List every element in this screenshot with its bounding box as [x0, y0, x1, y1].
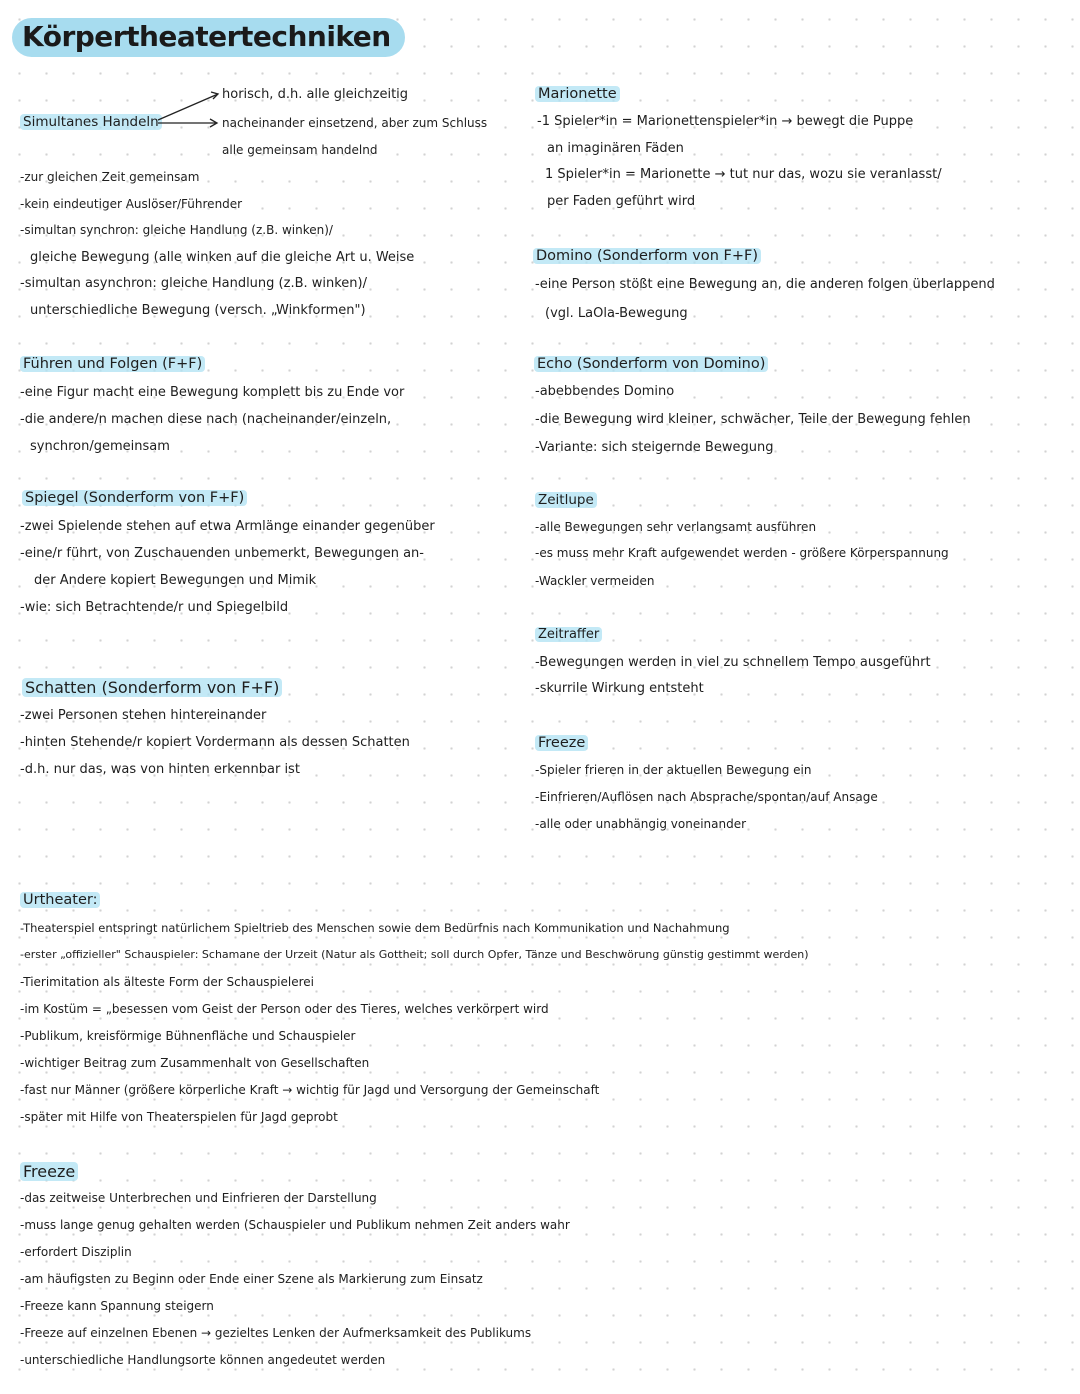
branch-bottom: nacheinander einsetzend, aber zum Schluss: [222, 116, 488, 130]
urtheater-line: -Theaterspiel entspringt natürlichem Spieltrieb des Menschen sowie dem Bedürfnis nach Kommunikation und Nachahmung: [20, 921, 730, 935]
zeitlupe-line: -Wackler vermeiden: [535, 574, 655, 588]
zeitraffer-heading: Zeitraffer: [535, 627, 602, 642]
domino-line: -eine Person stößt eine Bewegung an, die anderen folgen überlappend: [535, 277, 995, 292]
echo-heading: Echo (Sonderform von Domino): [534, 356, 768, 372]
spiegel-line: -eine/r führt, von Zuschauenden unbemerkt, Bewegungen an-: [20, 546, 424, 561]
urtheater-line: -im Kostüm = „besessen vom Geist der Person oder des Tieres, welches verkörpert wird: [20, 1002, 549, 1016]
freeze-right-line: -alle oder unabhängig voneinander: [535, 817, 747, 831]
freeze-right-line: -Einfrieren/Auflösen nach Absprache/spontan/auf Ansage: [535, 790, 878, 804]
urtheater-line: -fast nur Männer (größere körperliche Kraft → wichtig für Jagd und Versorgung der Gemeinschaft: [20, 1083, 600, 1097]
domino-heading: Domino (Sonderform von F+F): [533, 248, 761, 264]
schatten-line: -zwei Personen stehen hintereinander: [20, 708, 267, 723]
schatten-line: -hinten Stehende/r kopiert Vordermann als dessen Schatten: [20, 735, 410, 750]
branch-cont: alle gemeinsam handelnd: [222, 143, 378, 157]
marionette-line: per Faden geführt wird: [547, 194, 696, 209]
echo-line: -Variante: sich steigernde Bewegung: [535, 440, 774, 455]
spiegel-line: -zwei Spielende stehen auf etwa Armlänge einander gegenüber: [20, 519, 435, 534]
zeitraffer-line: -skurrile Wirkung entsteht: [535, 681, 704, 696]
marionette-heading: Marionette: [535, 86, 620, 102]
echo-line: -die Bewegung wird kleiner, schwächer, Teile der Bewegung fehlen: [535, 412, 971, 427]
simultan-line: -kein eindeutiger Auslöser/Führender: [20, 197, 243, 211]
fuehren-line: synchron/gemeinsam: [30, 439, 170, 454]
urtheater-line: -später mit Hilfe von Theaterspielen für Jagd geprobt: [20, 1110, 338, 1124]
zeitlupe-line: -alle Bewegungen sehr verlangsamt ausführen: [535, 520, 817, 534]
simultan-line: -simultan asynchron: gleiche Handlung (z.B. winken)/: [20, 276, 367, 291]
urtheater-line: -erster „offizieller" Schauspieler: Schamane der Urzeit (Natur als Gottheit; soll durch Opfer, Tänze und Beschwörung günstig gestimmt werden): [20, 948, 809, 961]
fuehren-heading: Führen und Folgen (F+F): [20, 356, 205, 372]
simultan-line: -zur gleichen Zeit gemeinsam: [20, 170, 200, 184]
fuehren-line: -die andere/n machen diese nach (nacheinander/einzeln,: [20, 412, 392, 427]
fuehren-line: -eine Figur macht eine Bewegung komplett bis zu Ende vor: [20, 385, 405, 400]
simultan-line: unterschiedliche Bewegung (versch. „Winkformen"): [30, 303, 366, 318]
freeze-bottom-line: -am häufigsten zu Beginn oder Ende einer Szene als Markierung zum Einsatz: [20, 1272, 483, 1286]
schatten-heading: Schatten (Sonderform von F+F): [22, 678, 282, 697]
schatten-line: -d.h. nur das, was von hinten erkennbar ist: [20, 762, 300, 777]
urtheater-line: -Publikum, kreisförmige Bühnenfläche und Schauspieler: [20, 1029, 356, 1043]
spiegel-line: der Andere kopiert Bewegungen und Mimik: [34, 573, 317, 588]
zeitraffer-line: -Bewegungen werden in viel zu schnellem Tempo ausgeführt: [535, 655, 931, 670]
urtheater-line: -wichtiger Beitrag zum Zusammenhalt von Gesellschaften: [20, 1056, 370, 1070]
freeze-bottom-heading: Freeze: [20, 1162, 78, 1181]
page-title: Körpertheatertechniken: [12, 18, 405, 57]
echo-line: -abebbendes Domino: [535, 384, 675, 399]
urtheater-line: -Tierimitation als älteste Form der Schauspielerei: [20, 975, 314, 989]
freeze-bottom-line: -erfordert Disziplin: [20, 1245, 132, 1259]
simultan-line: gleiche Bewegung (alle winken auf die gleiche Art u. Weise: [30, 250, 415, 265]
freeze-bottom-line: -Freeze auf einzelnen Ebenen → gezieltes Lenken der Aufmerksamkeit des Publikums: [20, 1326, 532, 1340]
marionette-line: -1 Spieler*in = Marionettenspieler*in → bewegt die Puppe: [537, 114, 914, 129]
domino-line: (vgl. LaOla-Bewegung: [545, 306, 688, 321]
spiegel-heading: Spiegel (Sonderform von F+F): [22, 490, 247, 506]
freeze-bottom-line: -unterschiedliche Handlungsorte können angedeutet werden: [20, 1353, 386, 1367]
zeitlupe-line: -es muss mehr Kraft aufgewendet werden - größere Körperspannung: [535, 546, 949, 560]
freeze-right-heading: Freeze: [535, 735, 588, 751]
branch-top: horisch, d.h. alle gleichzeitig: [222, 87, 409, 102]
marionette-line: 1 Spieler*in = Marionette → tut nur das, wozu sie veranlasst/: [545, 167, 942, 182]
simultan-heading: Simultanes Handeln: [20, 114, 162, 130]
freeze-bottom-line: -Freeze kann Spannung steigern: [20, 1299, 214, 1313]
zeitlupe-heading: Zeitlupe: [535, 492, 597, 508]
freeze-bottom-line: -das zeitweise Unterbrechen und Einfrieren der Darstellung: [20, 1191, 377, 1205]
simultan-line: -simultan synchron: gleiche Handlung (z.B. winken)/: [20, 223, 333, 237]
urtheater-heading: Urtheater:: [20, 892, 100, 908]
freeze-bottom-line: -muss lange genug gehalten werden (Schauspieler und Publikum nehmen Zeit anders wahr: [20, 1218, 570, 1232]
freeze-right-line: -Spieler frieren in der aktuellen Bewegung ein: [535, 763, 812, 777]
spiegel-line: -wie: sich Betrachtende/r und Spiegelbild: [20, 600, 289, 615]
marionette-line: an imaginären Fäden: [547, 141, 684, 156]
